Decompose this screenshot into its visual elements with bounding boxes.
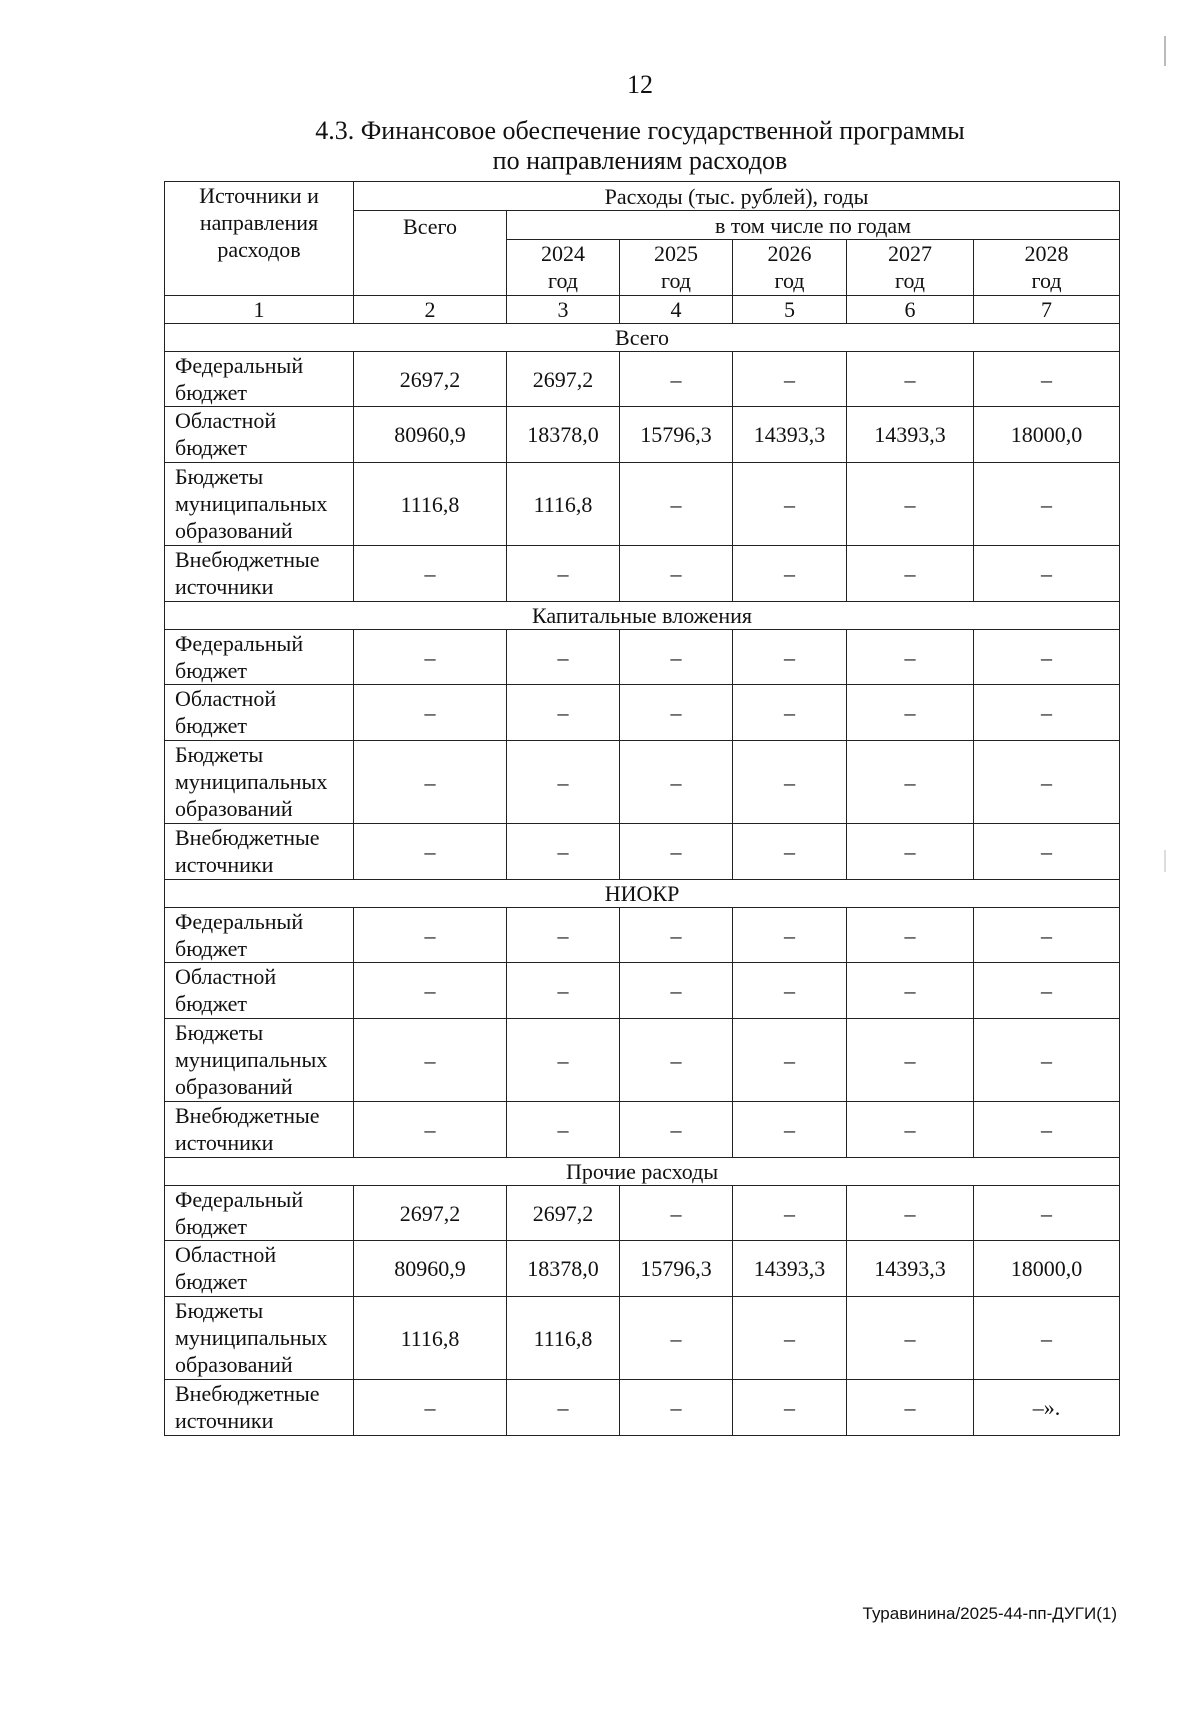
total-value-cell: – [354,546,507,602]
year-value-cell: 2697,2 [507,352,620,407]
year-value-cell: – [974,1019,1120,1102]
year-value-cell: – [620,824,733,880]
year-value-cell: 15796,3 [620,1241,733,1297]
year-value-cell: – [974,685,1120,741]
funding-source-label: Внебюджетные источники [165,546,354,602]
year-value-cell: 14393,3 [733,407,847,463]
column-number: 5 [733,296,847,324]
year-value-cell: – [620,546,733,602]
year-value-cell: – [847,1186,974,1241]
total-value-cell: – [354,741,507,824]
header-sources: Источники и направления расходов [165,182,354,296]
total-value-cell: – [354,1380,507,1436]
year-value-cell: – [733,1380,847,1436]
year-value-cell: 18000,0 [974,407,1120,463]
year-value-cell: – [507,1380,620,1436]
financing-table [164,181,1120,1436]
table-row [165,1019,1120,1102]
year-value-cell: – [847,1102,974,1158]
year-value-cell: 18000,0 [974,1241,1120,1297]
year-value-cell: – [733,630,847,685]
total-value-cell: – [354,685,507,741]
funding-source-label: Бюджеты муниципальных образований [165,463,354,546]
funding-source-label: Федеральный бюджет [165,908,354,963]
year-value-cell: – [733,546,847,602]
year-value-cell: – [733,1102,847,1158]
total-value-cell: – [354,824,507,880]
header-row-1 [165,182,1120,211]
year-value-cell: – [620,1186,733,1241]
year-value-cell: 14393,3 [733,1241,847,1297]
table-row [165,463,1120,546]
funding-source-label: Внебюджетные источники [165,1380,354,1436]
year-value-cell: – [974,908,1120,963]
year-value-cell: – [507,630,620,685]
year-value-cell: – [620,1102,733,1158]
page-title [0,116,1200,176]
year-value-cell: – [507,1102,620,1158]
table-row [165,685,1120,741]
section-title: Всего [165,324,1120,352]
year-value-cell: – [733,1019,847,1102]
table-row [165,908,1120,963]
year-value-cell: – [974,1297,1120,1380]
year-value-cell: – [507,824,620,880]
year-value-cell: – [733,908,847,963]
header-year-2028: 2028 год [974,240,1120,296]
year-value-cell: – [974,463,1120,546]
header-total: Всего [354,211,507,296]
table-row [165,352,1120,407]
funding-source-label: Областной бюджет [165,1241,354,1297]
page-number: 12 [627,70,653,99]
funding-source-label: Областной бюджет [165,407,354,463]
year-value-cell: – [733,685,847,741]
column-number: 2 [354,296,507,324]
year-value-cell: – [733,1297,847,1380]
year-value-cell: – [620,463,733,546]
section-title: Капитальные вложения [165,602,1120,630]
header-year-2026: 2026 год [733,240,847,296]
header-year-2027: 2027 год [847,240,974,296]
total-value-cell: 2697,2 [354,1186,507,1241]
page-title-line-1: 4.3. Финансовое обеспечение государственной программы [315,116,965,145]
total-value-cell: 2697,2 [354,352,507,407]
header-by-years: в том числе по годам [507,211,1120,240]
year-value-cell: – [620,963,733,1019]
column-number: 7 [974,296,1120,324]
year-value-cell: – [974,741,1120,824]
year-value-cell: – [620,908,733,963]
year-value-cell: – [620,1297,733,1380]
year-value-cell: – [974,352,1120,407]
funding-source-label: Федеральный бюджет [165,630,354,685]
year-value-cell: – [974,963,1120,1019]
funding-source-label: Внебюджетные источники [165,824,354,880]
year-value-cell: – [847,824,974,880]
year-value-cell: 15796,3 [620,407,733,463]
year-value-cell: – [847,685,974,741]
table-row [165,546,1120,602]
year-value-cell: – [507,685,620,741]
year-value-cell: – [733,1186,847,1241]
funding-source-label: Внебюджетные источники [165,1102,354,1158]
total-value-cell: – [354,1102,507,1158]
year-value-cell: – [847,463,974,546]
total-value-cell: 80960,9 [354,1241,507,1297]
year-value-cell: – [974,824,1120,880]
table-row [165,1380,1120,1436]
funding-source-label: Федеральный бюджет [165,1186,354,1241]
header-year-2024: 2024 год [507,240,620,296]
year-value-cell: – [847,1019,974,1102]
total-value-cell: 80960,9 [354,407,507,463]
year-value-cell: – [974,1186,1120,1241]
section-title: Прочие расходы [165,1158,1120,1186]
year-value-cell: – [847,741,974,824]
table-row [165,741,1120,824]
year-value-cell: 14393,3 [847,1241,974,1297]
column-number: 3 [507,296,620,324]
year-value-cell: – [620,741,733,824]
year-value-cell: – [620,352,733,407]
funding-source-label: Бюджеты муниципальных образований [165,1019,354,1102]
column-number: 6 [847,296,974,324]
table-row [165,1186,1120,1241]
funding-source-label: Областной бюджет [165,963,354,1019]
scan-edge-mark-middle [1164,850,1166,872]
table-row [165,1241,1120,1297]
column-number: 1 [165,296,354,324]
year-value-cell: 18378,0 [507,1241,620,1297]
section-row [165,880,1120,908]
total-value-cell: – [354,1019,507,1102]
year-value-cell: – [847,1380,974,1436]
total-value-cell: 1116,8 [354,463,507,546]
table-row [165,963,1120,1019]
year-value-cell: 1116,8 [507,1297,620,1380]
year-value-cell: 1116,8 [507,463,620,546]
year-value-cell: – [974,630,1120,685]
year-value-cell: – [847,352,974,407]
section-row [165,324,1120,352]
total-value-cell: – [354,630,507,685]
header-year-2025: 2025 год [620,240,733,296]
table-row [165,1102,1120,1158]
year-value-cell: – [507,546,620,602]
year-value-cell: – [733,824,847,880]
year-value-cell: – [847,630,974,685]
table-row [165,824,1120,880]
year-value-cell: –». [974,1380,1120,1436]
year-value-cell: 18378,0 [507,407,620,463]
year-value-cell: – [733,963,847,1019]
year-value-cell: 2697,2 [507,1186,620,1241]
total-value-cell: – [354,963,507,1019]
year-value-cell: – [733,463,847,546]
year-value-cell: – [507,1019,620,1102]
funding-source-label: Областной бюджет [165,685,354,741]
column-number: 4 [620,296,733,324]
year-value-cell: – [620,630,733,685]
year-value-cell: – [620,1380,733,1436]
table-row [165,1297,1120,1380]
section-row [165,602,1120,630]
section-row [165,1158,1120,1186]
year-value-cell: – [847,546,974,602]
column-number-row [165,296,1120,324]
document-reference-tag: Туравинина/2025-44-пп-ДУГИ(1) [862,1604,1117,1623]
total-value-cell: 1116,8 [354,1297,507,1380]
year-value-cell: – [733,741,847,824]
year-value-cell: – [974,546,1120,602]
year-value-cell: – [620,1019,733,1102]
funding-source-label: Бюджеты муниципальных образований [165,741,354,824]
year-value-cell: – [507,908,620,963]
header-expenses: Расходы (тыс. рублей), годы [354,182,1120,211]
year-value-cell: – [974,1102,1120,1158]
year-value-cell: – [507,963,620,1019]
year-value-cell: – [847,963,974,1019]
year-value-cell: – [847,908,974,963]
table-row [165,630,1120,685]
total-value-cell: – [354,908,507,963]
page-title-line-2: по направлениям расходов [492,146,788,175]
year-value-cell: – [507,741,620,824]
year-value-cell: 14393,3 [847,407,974,463]
section-title: НИОКР [165,880,1120,908]
funding-source-label: Федеральный бюджет [165,352,354,407]
year-value-cell: – [847,1297,974,1380]
year-value-cell: – [620,685,733,741]
funding-source-label: Бюджеты муниципальных образований [165,1297,354,1380]
scan-edge-mark-top [1164,36,1166,66]
table-row [165,407,1120,463]
year-value-cell: – [733,352,847,407]
